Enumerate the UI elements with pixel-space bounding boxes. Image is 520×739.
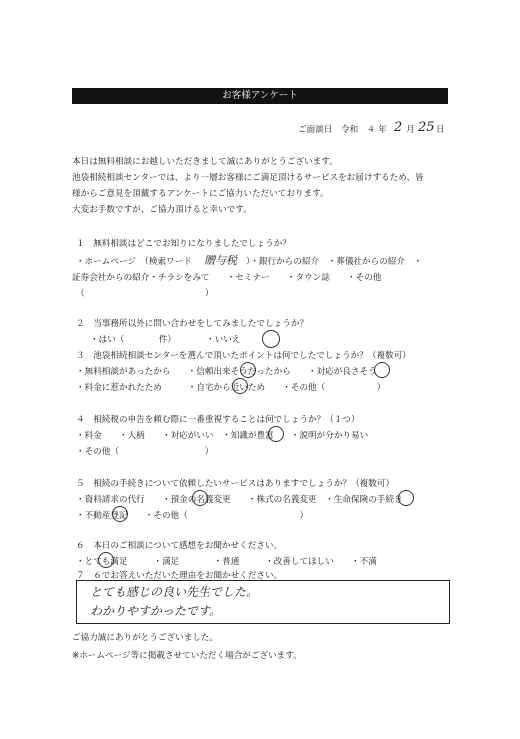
- answer-circle-trustworthy: [240, 362, 256, 378]
- intro-line: 本日は無料相談にお越しいただきまして誠にありがとうございます。: [72, 157, 338, 167]
- q2-question: ２ 当事務所以外に問い合わせをしてみましたでしょうか？: [76, 319, 309, 329]
- meeting-day: 25: [418, 120, 435, 135]
- q2-options: ・はい（ 件） ・いいえ: [90, 335, 241, 345]
- closing-thanks: ご協力誠にありがとうございました。: [72, 633, 219, 643]
- meeting-date-label: ご面談日 令和 ４ 年: [298, 125, 387, 135]
- q1-option-line: ・ホームページ （検索ワード: [76, 257, 192, 267]
- q1-search-word-answer: 贈与税: [204, 254, 237, 267]
- intro-line: 池袋相続相談センターでは、より一層お客様にご満足頂けるサービスをお届けするため、皆: [72, 173, 424, 183]
- q4-question: ４ 相続税の申告を頼む際に一番重視することは何でしょうか？（１つ）: [76, 415, 360, 425]
- intro-line: 様からご意見を頂戴するアンケートにご協力いただいております。: [72, 189, 329, 199]
- survey-title: お客様アンケート: [72, 88, 448, 104]
- q5-option-line: ・資料請求の代行 ・預金の名義変更 ・株式の名義変更 ・生命保険の手続き: [76, 495, 403, 505]
- q1-option-line: ）・銀行からの紹介 ・葬儀社からの紹介 ・: [246, 257, 423, 267]
- q1-option-line: 証券会社からの紹介・チラシをみて ・セミナー ・タウン誌 ・その他: [72, 273, 382, 283]
- answer-circle-near-home: [232, 378, 248, 394]
- answer-circle-knowledge: [268, 426, 284, 442]
- q3-option-line: ・無料相談があったから ・信頼出来そうだったから ・対応が良さそう: [76, 367, 377, 377]
- answer-circle-good-service: [374, 362, 390, 378]
- publication-note: ※ホームページ等に掲載させていただく場合がございます。: [72, 651, 302, 661]
- day-unit: 日: [436, 125, 445, 135]
- answer-circle-real-estate-registration: [112, 506, 128, 522]
- meeting-month: 2: [394, 120, 403, 135]
- q7-answer-line: わかりやすかったです。: [90, 604, 222, 618]
- q5-question: ５ 相続の手続きについて依頼したいサービスはありますでしょうか？（複数可）: [76, 479, 395, 489]
- answer-circle-deposit-name-change: [192, 490, 208, 506]
- q1-question: １ 無料相談はどこでお知りになりましたでしょうか？: [76, 239, 291, 249]
- q6-options: ・とても満足 ・満足 ・普通 ・改善してほしい ・不満: [76, 557, 377, 567]
- q3-question: ３ 池袋相続相談センターを選んで頂いたポイントは何でしたでしょうか？（複数可）: [76, 351, 411, 361]
- q7-question: ７ ６でお答えいただいた理由をお聞かせください。: [76, 571, 283, 581]
- answer-circle-very-satisfied: [98, 552, 114, 568]
- intro-line: 大変お手数ですが、ご協力頂けると幸いです。: [72, 205, 252, 215]
- answer-circle-no: [262, 330, 280, 348]
- q5-option-line: ・不動産登記 ・その他（ ）: [76, 511, 309, 521]
- q6-question: ６ 本日のご相談について感想をお聞かせください。: [76, 541, 283, 551]
- q7-answer-line: とても感じの良い先生でした。: [90, 585, 259, 599]
- q4-option-line: ・その他（ ）: [76, 447, 214, 457]
- q3-option-line: ・料金に惹かれたため ・自宅から近いため ・その他（ ）: [76, 383, 386, 393]
- q4-option-line: ・料金 ・人柄 ・対応がいい ・知識が豊富 ・説明が分かり易い: [76, 431, 369, 441]
- month-unit: 月: [406, 125, 415, 135]
- q1-other-blank: （ ）: [76, 289, 214, 299]
- answer-circle-life-insurance: [398, 490, 414, 506]
